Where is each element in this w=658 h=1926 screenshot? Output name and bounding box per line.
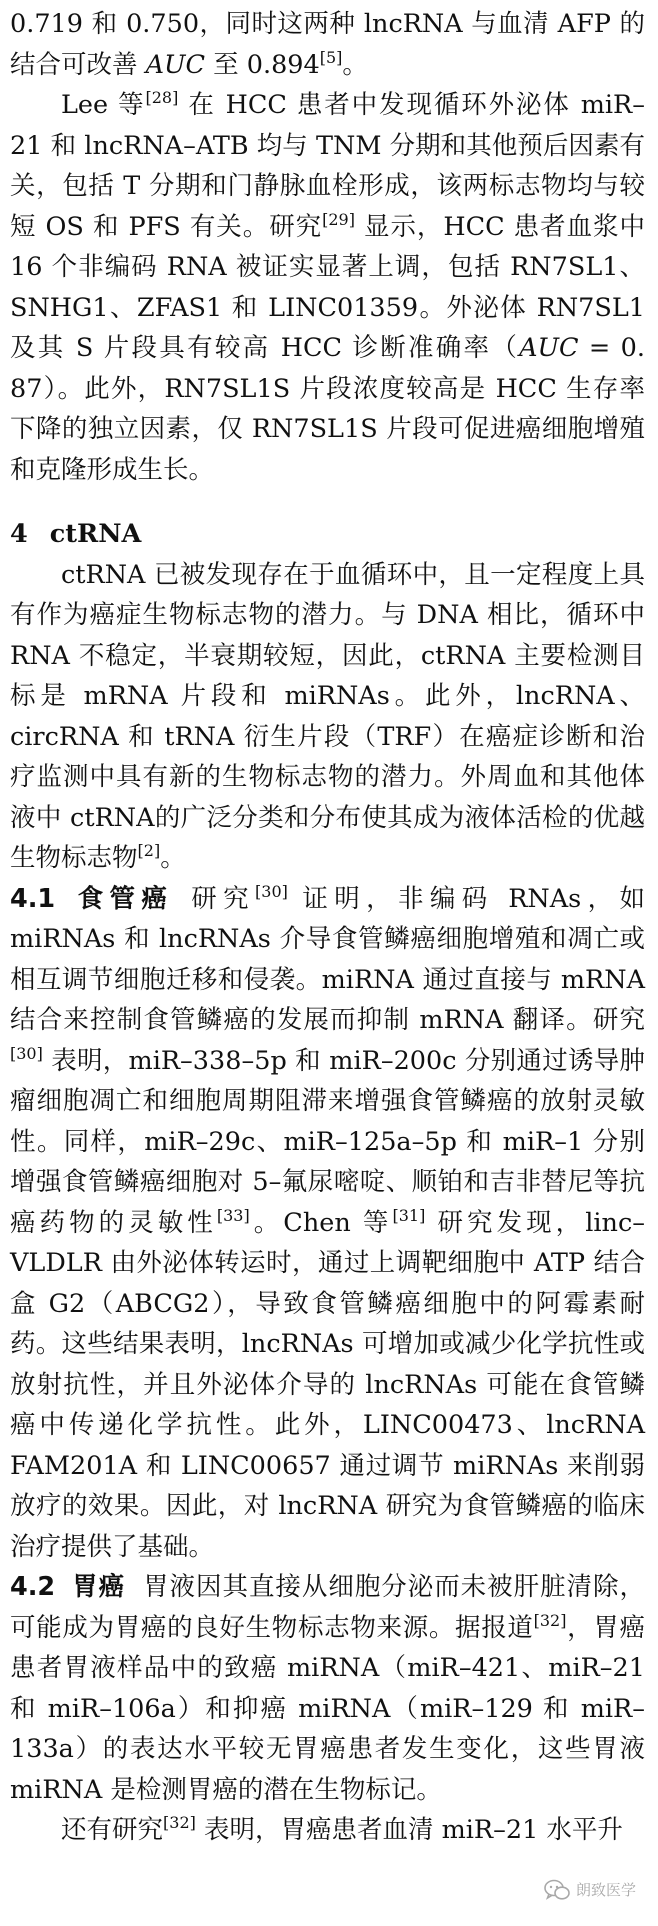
section-heading-4 <box>10 514 645 555</box>
section-number: 4 <box>10 519 28 549</box>
subsection-number: 4.1 <box>10 883 56 914</box>
subsection-number: 4.2 <box>10 1572 56 1602</box>
text-run: Lee 等 <box>61 90 146 120</box>
text-run: 在 HCC 患者中发现循环外泌体 miR–21 和 lncRNA–ATB 均与 TNM 分期和其他预后因素有关，包括 T 分期和门静脉血栓形成，该两标志物均与较短 OS 和 PFS 有关。研究 <box>10 90 645 242</box>
text-run: 表明，胃癌患者血清 miR–21 水平升 <box>195 1815 623 1845</box>
citation-33: [33] <box>216 1205 250 1225</box>
citation-32: [32] <box>533 1610 567 1630</box>
paragraph-auc-result <box>10 4 645 85</box>
auc-italic: AUC <box>145 49 206 80</box>
text-run: 还有研究 <box>61 1815 164 1845</box>
watermark <box>544 1870 636 1911</box>
subsection-title: 食管癌 <box>71 883 174 914</box>
text-run: 显示，HCC 患者血浆中 16 个非编码 RNA 被证实显著上调，包括 RN7SL1、SNHG1、ZFAS1 和 LINC01359。外泌体 RN7SL1 及其 S 片段具有较高 HCC 诊断准确率（ <box>10 211 645 363</box>
subsection-heading-4-1 <box>10 884 173 914</box>
paragraph-esophageal-cancer <box>10 879 645 1568</box>
text-run: = 0. 87）。此外，RN7SL1S 片段浓度较高是 HCC 生存率下降的独立因素，仅 RN7SL1S 片段可促进癌细胞增殖和克隆形成生长。 <box>10 333 645 485</box>
auc-italic: AUC <box>519 333 579 363</box>
watermark-text: 朗致医学 <box>575 1880 636 1899</box>
article-page <box>10 4 645 1851</box>
subsection-title: 胃癌 <box>71 1572 126 1602</box>
text-run: 证明，非编码 RNAs，如 miRNAs 和 lncRNAs 介导食管鳞癌细胞增殖和凋亡或相互调节细胞迁移和侵袭。miRNA 通过直接与 mRNA 结合来控制食管鳞癌的发展而抑制 mRNA 翻译。研究 <box>10 883 645 1035</box>
text-run: ctRNA 已被发现存在于血循环中，且一定程度上具有作为癌症生物标志物的潜力。与 DNA 相比，循环中 RNA 不稳定，半衰期较短，因此，ctRNA 主要检测目标是 mRNA 片段和 miRNAs。此外，lncRNA、circRNA 和 tRNA 衍生片段（TRF）在癌症诊断和治疗监测中具有新的生物标志物的潜力。外周血和其他体液中 ctRNA的广泛分类和分布使其成为液体活检的优越生物标志物 <box>10 559 645 873</box>
citation-31: [31] <box>392 1205 426 1225</box>
citation-30: [30] <box>10 1043 43 1063</box>
text-run: 表明，miR–338–5p 和 miR–200c 分别通过诱导肿瘤细胞凋亡和细胞周期阻滞来增强食管鳞癌的放射灵敏性。同样，miR–29c、miR–125a–5p 和 miR–1 分别增强食管鳞癌细胞对 5–氟尿嘧啶、顺铂和吉非替尼等抗癌药物的灵敏性 <box>10 1045 645 1238</box>
paragraph-gastric-cancer <box>10 1567 645 1810</box>
citation-30: [30] <box>255 881 288 901</box>
paragraph-hcc-exosome <box>10 85 645 490</box>
paragraph-ctrna-intro <box>10 555 645 879</box>
text-run: 。Chen 等 <box>249 1207 393 1238</box>
citation-29: [29] <box>322 209 355 229</box>
paragraph-serum-mir21 <box>10 1810 645 1851</box>
text-run: 0.719 和 0.750，同时这两种 lncRNA 与血清 AFP 的结合可改善 <box>10 9 645 80</box>
citation-5: [5] <box>319 47 343 67</box>
text-run: ，胃癌患者胃液样品中的致癌 miRNA（miR–421、miR–21 和 miR–106a）和抑癌 miRNA（miR–129 和 miR–133a）的表达水平较无胃癌患者发生变化，这些胃液 miRNA 是检测胃癌的潜在生物标记。 <box>10 1612 645 1805</box>
text-run: 。 <box>160 843 186 873</box>
text-run: 至 0.894 <box>205 49 320 80</box>
citation-32: [32] <box>163 1813 196 1832</box>
text-run: 。 <box>342 49 368 80</box>
wechat-icon <box>544 1879 570 1901</box>
text-run: 胃液因其直接从细胞分泌而未被肝脏清除，可能成为胃癌的良好生物标志物来源。据报道 <box>10 1572 645 1643</box>
section-gap <box>10 490 645 514</box>
citation-2: [2] <box>137 841 161 860</box>
text-run: 研究发现，linc–VLDLR 由外泌体转运时，通过上调靶细胞中 ATP 结合盒 G2（ABCG2），导致食管鳞癌细胞中的阿霉素耐药。这些结果表明，lncRNAs 可增加或减少化学抗性或放射抗性，并且外泌体介导的 lncRNAs 可能在食管鳞癌中传递化学抗性。此外，LINC00473、lncRNA FAM201A 和 LINC00657 通过调节 miRNAs 来削弱放疗的效果。因此，对 lncRNA 研究为食管鳞癌的临床治疗提供了基础。 <box>10 1207 645 1562</box>
citation-28: [28] <box>145 88 179 107</box>
subsection-heading-4-2 <box>10 1572 125 1602</box>
text-run: 研究 <box>191 883 256 914</box>
section-title: ctRNA <box>49 519 142 549</box>
